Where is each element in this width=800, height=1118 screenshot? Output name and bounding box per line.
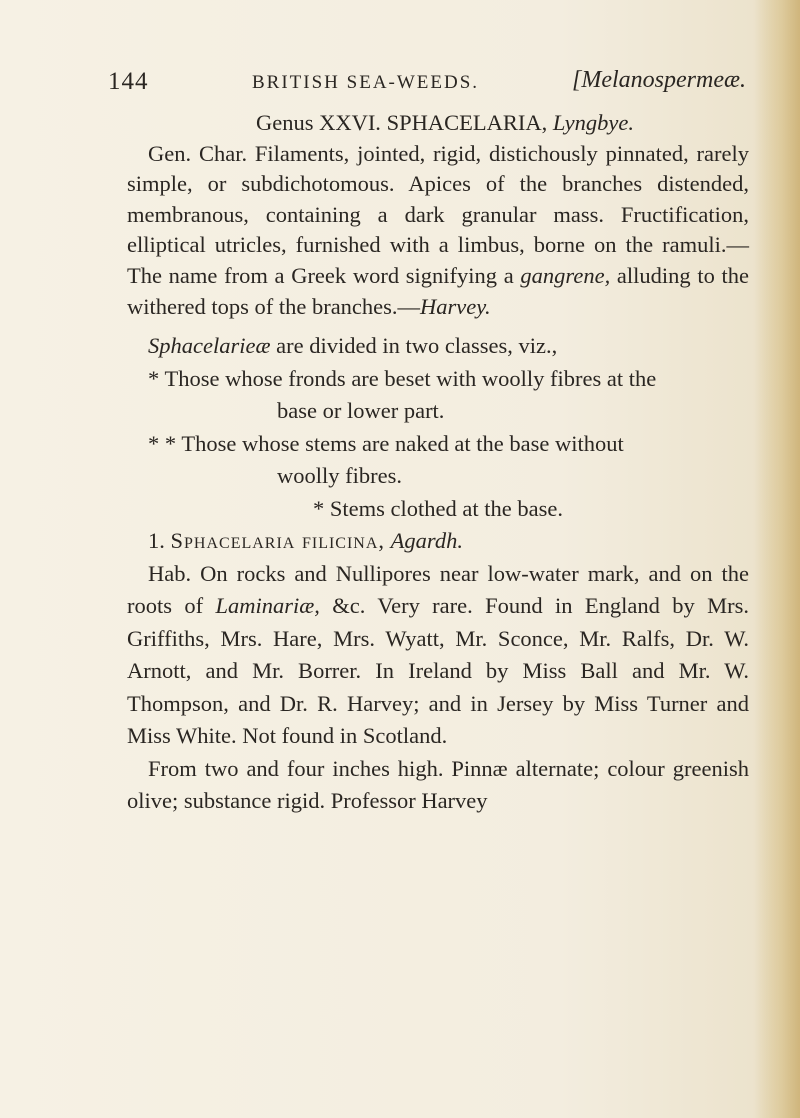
habitat-laminariae: Laminariæ,: [215, 593, 320, 619]
subsection-heading: * Stems clothed at the base.: [313, 495, 563, 521]
species-heading: [127, 525, 749, 558]
classes-intro-italic: Sphacelarieæ: [148, 333, 271, 359]
class-one-line-2: base or lower part.: [277, 398, 445, 424]
classes-intro: [127, 330, 749, 363]
species-authority: Agardh.: [390, 528, 463, 554]
habitat-text-1: Hab. On rocks and Nullipores near low-water mark, and on the roots of: [127, 560, 749, 619]
gen-char-harvey: Harvey.: [420, 293, 491, 319]
class-one-line-1: * Those whose fronds are beset with woolly fibres at the: [148, 365, 657, 391]
gen-char-gangrene: gangrene,: [520, 262, 611, 288]
species-name: Sphacelaria filicina,: [170, 528, 386, 554]
section-tag: [Melanospermeæ.: [572, 67, 746, 93]
genus-heading: [127, 108, 749, 139]
genus-name: SPHACELARIA,: [386, 110, 548, 135]
running-header: [108, 66, 746, 100]
running-title: BRITISH SEA-WEEDS.: [252, 72, 480, 93]
page-body: [127, 108, 749, 818]
habitat-text-2: &c. Very rare. Found in England by Mrs. Griffiths, Mrs. Hare, Mrs. Wyatt, Mr. Sconce, Mr. Ralfs, Dr. W. Arnott, and Mr. Borrer. In Ireland by Miss Ball and Mr. W. Thompson, and Dr. R. Harvey; and in Jersey by Miss Turner and Miss White. Not found in Scotland.: [127, 593, 749, 749]
generic-character-paragraph: [127, 139, 749, 323]
class-two-line-2: woolly fibres.: [277, 463, 402, 489]
genus-authority: Lyngbye.: [552, 110, 635, 135]
classes-intro-rest: are divided in two classes, viz.,: [270, 333, 558, 359]
species-number: 1.: [148, 528, 165, 554]
genus-label: Genus XXVI.: [255, 110, 381, 135]
gen-char-text-1: Gen. Char. Filaments, jointed, rigid, distichously pinnated, rarely simple, or subdichotomous. Apices of the branches distended, membranous, containing a dark granular mass. Fructification, elliptical utricles, furnished with a limbus, borne on the ramuli.—The name from a Greek word signifying a: [127, 140, 749, 288]
page-edge-stain: [754, 0, 800, 1118]
gen-char-text-2: alluding to the withered tops of the branches.—: [127, 262, 750, 319]
page-number: 144: [108, 68, 149, 95]
class-two-line-1: * * Those whose stems are naked at the base without: [148, 430, 624, 456]
habitat-paragraph: [127, 558, 749, 753]
description-paragraph: From two and four inches high. Pinnæ alternate; colour greenish olive; substance rigid. Professor Harvey: [127, 755, 749, 814]
